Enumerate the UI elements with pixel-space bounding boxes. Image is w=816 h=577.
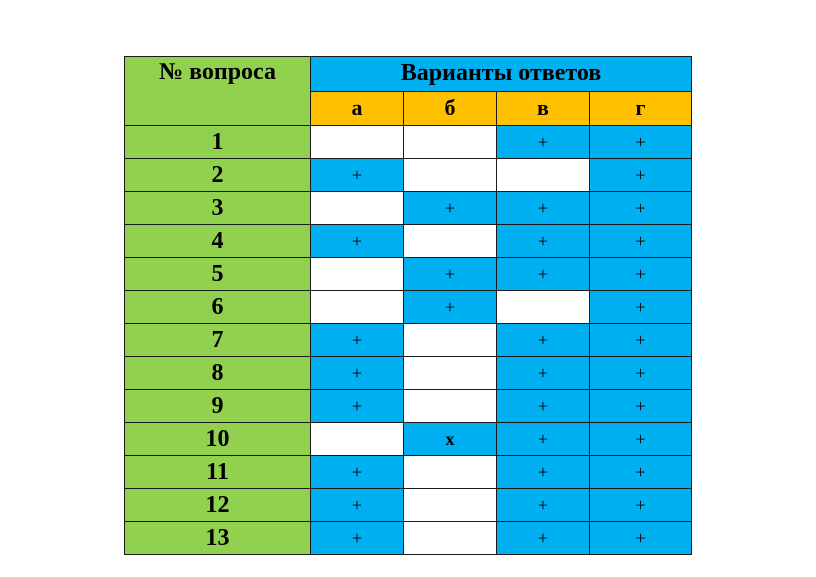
- table-row: [125, 126, 692, 159]
- question-number: 3: [125, 192, 311, 225]
- answer-cell: +: [590, 390, 692, 423]
- question-number: 2: [125, 159, 311, 192]
- answer-cell: +: [590, 258, 692, 291]
- question-number: 11: [125, 456, 311, 489]
- answer-cell: [404, 456, 497, 489]
- answer-cell: +: [311, 357, 404, 390]
- table-row: [125, 522, 692, 555]
- answer-cell: +: [404, 258, 497, 291]
- answer-cell: [404, 522, 497, 555]
- table-row: [125, 456, 692, 489]
- table-row: [125, 159, 692, 192]
- table-row: [125, 291, 692, 324]
- table-row: [125, 357, 692, 390]
- answer-cell: +: [497, 225, 590, 258]
- option-b: б: [404, 91, 497, 126]
- answer-cell: +: [497, 390, 590, 423]
- answer-cell: +: [311, 159, 404, 192]
- table-row: [125, 423, 692, 456]
- answer-cell: +: [590, 489, 692, 522]
- answer-cell: +: [497, 192, 590, 225]
- answer-cell: [497, 159, 590, 192]
- question-number: 4: [125, 225, 311, 258]
- answer-cell: [404, 390, 497, 423]
- answer-cell: +: [497, 489, 590, 522]
- table-row: [125, 258, 692, 291]
- answer-cell: [311, 258, 404, 291]
- option-g: г: [590, 91, 692, 126]
- answer-cell: +: [590, 192, 692, 225]
- table-row: [125, 192, 692, 225]
- header-question-number: № вопроса: [125, 57, 311, 126]
- answer-cell: [404, 159, 497, 192]
- table-row: [125, 489, 692, 522]
- answer-cell: +: [497, 423, 590, 456]
- question-number: 1: [125, 126, 311, 159]
- answer-cell: [311, 423, 404, 456]
- answer-cell: +: [590, 423, 692, 456]
- answer-cell: +: [311, 225, 404, 258]
- answer-cell: +: [497, 324, 590, 357]
- answer-cell: [404, 489, 497, 522]
- answer-cell: +: [311, 324, 404, 357]
- answer-cell: +: [311, 522, 404, 555]
- answer-cell: [311, 291, 404, 324]
- question-number: 10: [125, 423, 311, 456]
- answer-cell: х: [404, 423, 497, 456]
- answer-cell: +: [590, 126, 692, 159]
- answer-cell: +: [590, 357, 692, 390]
- answer-cell: [404, 225, 497, 258]
- answer-cell: +: [590, 291, 692, 324]
- question-number: 7: [125, 324, 311, 357]
- answer-cell: +: [311, 390, 404, 423]
- answer-cell: +: [404, 291, 497, 324]
- option-a: а: [311, 91, 404, 126]
- answer-cell: +: [590, 225, 692, 258]
- table-row: [125, 324, 692, 357]
- answers-table: [124, 56, 692, 555]
- answer-cell: [311, 126, 404, 159]
- answer-cell: [311, 192, 404, 225]
- question-number: 6: [125, 291, 311, 324]
- answer-cell: [497, 291, 590, 324]
- option-v: в: [497, 91, 590, 126]
- answer-cell: +: [497, 456, 590, 489]
- question-number: 8: [125, 357, 311, 390]
- answer-cell: +: [590, 456, 692, 489]
- answer-cell: +: [497, 126, 590, 159]
- answer-cell: +: [590, 324, 692, 357]
- answer-cell: +: [497, 258, 590, 291]
- header-answer-options: Варианты ответов: [311, 57, 692, 92]
- answer-cell: +: [311, 456, 404, 489]
- header-row: [125, 57, 692, 92]
- answer-cell: [404, 324, 497, 357]
- table-row: [125, 225, 692, 258]
- answer-cell: +: [311, 489, 404, 522]
- answer-cell: +: [590, 522, 692, 555]
- answer-cell: +: [404, 192, 497, 225]
- table-row: [125, 390, 692, 423]
- answer-cell: [404, 357, 497, 390]
- answer-cell: +: [497, 357, 590, 390]
- question-number: 5: [125, 258, 311, 291]
- question-number: 9: [125, 390, 311, 423]
- question-number: 13: [125, 522, 311, 555]
- answer-cell: +: [590, 159, 692, 192]
- answer-cell: [404, 126, 497, 159]
- question-number: 12: [125, 489, 311, 522]
- answer-cell: +: [497, 522, 590, 555]
